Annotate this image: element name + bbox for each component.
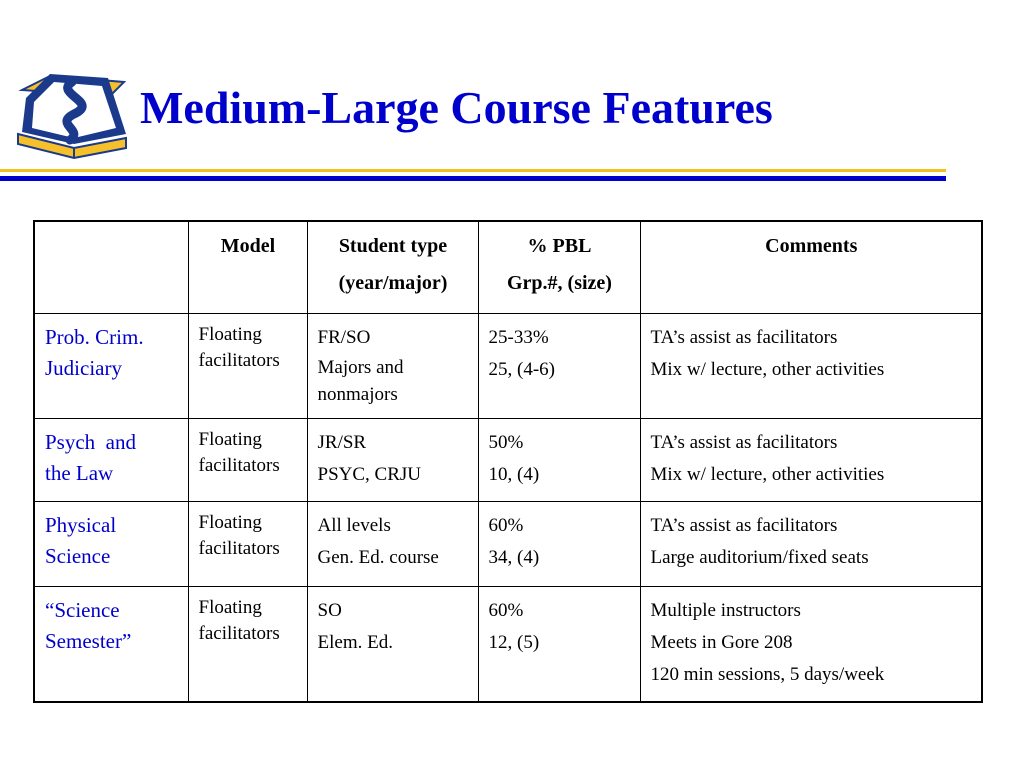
- student-type-cell: [307, 418, 478, 501]
- model-line-1: Floating: [198, 511, 262, 533]
- model-cell: [188, 586, 307, 702]
- header-pbl-line-2: Grp.#, (size): [507, 272, 612, 294]
- student-major: Gen. Ed. course: [317, 546, 439, 568]
- student-type-cell: [307, 501, 478, 586]
- pbl-percent: 25-33%: [488, 326, 549, 348]
- title-rule-gold: [0, 169, 946, 172]
- comment-line: TA’s assist as facilitators: [650, 431, 838, 453]
- table-row: [34, 418, 982, 501]
- model-line-1: Floating: [198, 596, 262, 618]
- pbl-groups: 10, (4): [488, 463, 540, 485]
- student-year: JR/SR: [317, 431, 367, 453]
- course-name-line-1: Psych and: [45, 429, 136, 454]
- comments-cell: [640, 418, 982, 501]
- course-name-line-1: Prob. Crim.: [45, 324, 144, 349]
- header-corner: [34, 221, 188, 313]
- table-row: [34, 313, 982, 418]
- comments-cell: [640, 586, 982, 702]
- student-type-cell: [307, 313, 478, 418]
- pbl-percent: 60%: [488, 514, 524, 536]
- pbl-groups: 12, (5): [488, 631, 540, 653]
- header-comments-label: Comments: [765, 235, 858, 257]
- model-line-1: Floating: [198, 323, 262, 345]
- course-name-line-2: the Law: [45, 460, 114, 485]
- pbl-groups: 25, (4-6): [488, 358, 555, 380]
- model-line-2: facilitators: [198, 537, 280, 559]
- pbl-cell: [478, 418, 640, 501]
- table-row: [34, 501, 982, 586]
- model-line-2: facilitators: [198, 349, 280, 371]
- comments-cell: [640, 501, 982, 586]
- course-name-cell: [34, 418, 188, 501]
- model-line-2: facilitators: [198, 454, 280, 476]
- comment-line: 120 min sessions, 5 days/week: [650, 663, 885, 685]
- pbl-percent: 60%: [488, 599, 524, 621]
- header-student-type-line-1: Student type: [338, 235, 448, 257]
- header-pbl-line-1: % PBL: [527, 235, 592, 257]
- comment-line: Large auditorium/fixed seats: [650, 546, 869, 568]
- course-name-line-1: “Science: [45, 597, 120, 622]
- header-student-type: [307, 221, 478, 313]
- course-name-cell: [34, 313, 188, 418]
- model-line-2: facilitators: [198, 622, 280, 644]
- comment-line: Mix w/ lecture, other activities: [650, 358, 885, 380]
- comment-line: Multiple instructors: [650, 599, 801, 621]
- course-name-line-1: Physical: [45, 512, 117, 537]
- header-student-type-line-2: (year/major): [338, 272, 448, 294]
- table-header-row: [34, 221, 982, 313]
- header-pbl: [478, 221, 640, 313]
- model-cell: [188, 501, 307, 586]
- open-book-with-path-icon: [14, 68, 132, 160]
- pbl-percent: 50%: [488, 431, 524, 453]
- student-major: Majors and nonmajors: [317, 356, 404, 405]
- pbl-cell: [478, 586, 640, 702]
- comment-line: TA’s assist as facilitators: [650, 326, 838, 348]
- course-name-line-2: Science: [45, 543, 111, 568]
- pbl-cell: [478, 501, 640, 586]
- header-comments: [640, 221, 982, 313]
- table-row: [34, 586, 982, 702]
- comment-line: TA’s assist as facilitators: [650, 514, 838, 536]
- comment-line: Mix w/ lecture, other activities: [650, 463, 885, 485]
- comments-cell: [640, 313, 982, 418]
- course-name-cell: [34, 586, 188, 702]
- student-year: SO: [317, 599, 342, 621]
- student-year: All levels: [317, 514, 391, 536]
- comment-line: Meets in Gore 208: [650, 631, 793, 653]
- course-name-line-2: Judiciary: [45, 355, 122, 380]
- model-cell: [188, 313, 307, 418]
- student-major: PSYC, CRJU: [317, 463, 421, 485]
- model-line-1: Floating: [198, 428, 262, 450]
- pbl-cell: [478, 313, 640, 418]
- header-model: [188, 221, 307, 313]
- slide-title: Medium-Large Course Features: [140, 82, 773, 133]
- model-cell: [188, 418, 307, 501]
- header-model-label: Model: [220, 235, 276, 257]
- course-name-cell: [34, 501, 188, 586]
- course-name-line-2: Semester”: [45, 628, 132, 653]
- course-features-table: [33, 220, 983, 703]
- student-type-cell: [307, 586, 478, 702]
- pbl-groups: 34, (4): [488, 546, 540, 568]
- student-major: Elem. Ed.: [317, 631, 393, 653]
- title-rule-blue: [0, 176, 946, 181]
- student-year: FR/SO: [317, 326, 371, 348]
